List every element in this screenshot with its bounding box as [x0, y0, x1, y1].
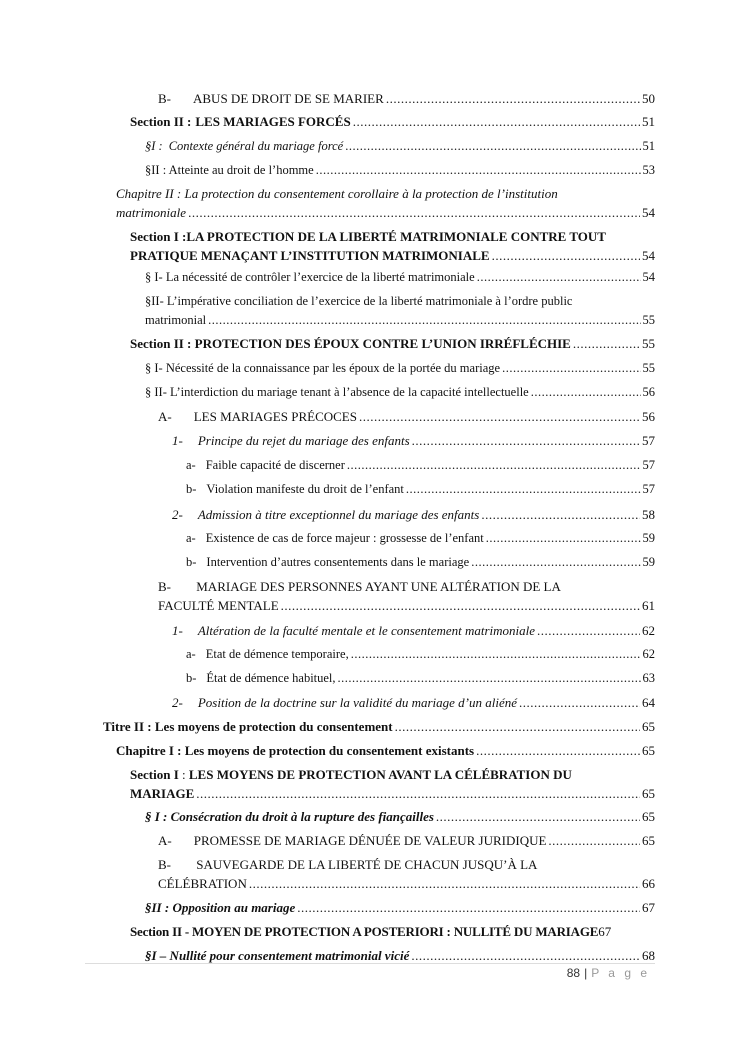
page-number: 57 [642, 433, 655, 448]
page-number: 51 [642, 139, 655, 153]
page-number: 65 [642, 743, 655, 758]
toc-entry[interactable] [145, 292, 655, 330]
entry-number: A- [158, 409, 172, 424]
dot-leader [297, 898, 640, 917]
entry-number: b- [186, 482, 197, 496]
entry-title: § II- L’interdiction du mariage tenant à l’absence de la capacité intellectuelle [145, 385, 529, 399]
page-number: 56 [642, 385, 655, 399]
dot-leader [386, 89, 640, 108]
entry-number: B- [158, 579, 171, 594]
footer-separator: | [584, 966, 588, 980]
entry-separator: : [178, 767, 189, 782]
page-number: 51 [642, 114, 655, 129]
entry-number: b- [186, 671, 197, 685]
entry-title-line1: §II- L’impérative conciliation de l’exercice de la liberté matrimoniale à l’ordre public [145, 294, 573, 308]
entry-number: b- [186, 555, 197, 569]
dot-leader [492, 246, 640, 265]
dot-leader [316, 161, 641, 180]
toc-entry[interactable] [172, 621, 655, 640]
entry-title: §I – Nullité pour consentement matrimonial vicié [145, 948, 410, 963]
entry-title: § I : Consécration du droit à la rupture des fiançailles [145, 809, 434, 824]
entry-title: Chapitre I : Les moyens de protection du consentement existants [116, 743, 475, 758]
dot-leader [406, 480, 641, 499]
entry-number: a- [186, 647, 196, 661]
entry-number: Section II : [130, 114, 192, 129]
toc-entry[interactable] [172, 693, 655, 712]
entry-title-line1: LES MOYENS DE PROTECTION AVANT LA CÉLÉBRATION DU [188, 767, 572, 782]
entry-title: Intervention d’autres consentements dans le mariage [206, 555, 470, 569]
dot-leader [537, 621, 640, 640]
toc-entry[interactable] [186, 456, 655, 475]
toc-entry[interactable] [145, 161, 655, 180]
entry-title: Contexte général du mariage forcé [168, 139, 344, 153]
entry-title: § I- Nécessité de la connaissance par les époux de la portée du mariage [145, 361, 501, 375]
entry-title-line1: MARIAGE DES PERSONNES AYANT UNE ALTÉRATION DE LA [196, 579, 561, 594]
entry-title: ABUS DE DROIT DE SE MARIER [193, 91, 384, 106]
entry-number: a- [186, 531, 196, 545]
entry-title: FACULTÉ MENTALE [158, 598, 279, 613]
toc-entry[interactable] [130, 765, 655, 803]
footer-divider [85, 963, 655, 964]
entry-title: MARIAGE [130, 786, 195, 801]
entry-number: 1- [172, 623, 183, 638]
dot-leader [476, 741, 640, 760]
dot-leader [345, 137, 640, 156]
toc-entry[interactable] [172, 505, 655, 524]
entry-title: Existence de cas de force majeur : grossesse de l’enfant [205, 531, 484, 545]
entry-title: Position de la doctrine sur la validité du mariage d’un aliéné [197, 695, 518, 710]
dot-leader [519, 693, 640, 712]
entry-title: Principe du rejet du mariage des enfants [197, 433, 410, 448]
dot-leader [481, 505, 640, 524]
entry-number: A- [158, 833, 172, 848]
page-footer [567, 966, 650, 980]
page-number: 63 [642, 671, 655, 685]
entry-title: Section II : PROTECTION DES ÉPOUX CONTRE L’UNION IRRÉFLÉCHIE [130, 336, 571, 351]
toc-entry[interactable] [158, 831, 655, 850]
footer-page-label: P a g e [591, 966, 650, 980]
entry-title: matrimoniale [116, 205, 187, 220]
page-number: 65 [642, 833, 655, 848]
page-number: 54 [642, 270, 655, 284]
dot-leader [531, 383, 641, 402]
dot-leader [188, 203, 640, 222]
dot-leader [471, 553, 640, 572]
toc-entry[interactable] [145, 898, 655, 917]
toc-entry[interactable] [172, 431, 655, 450]
page-number: 59 [642, 555, 655, 569]
toc-entry[interactable] [145, 268, 655, 287]
page-number: 65 [642, 786, 655, 801]
page-number: 68 [642, 948, 655, 963]
entry-number: B- [158, 91, 171, 106]
entry-number: 2- [172, 695, 183, 710]
dot-leader [436, 807, 640, 826]
page-number: 57 [642, 458, 655, 472]
page-number: 54 [642, 205, 655, 220]
dot-leader [359, 407, 640, 426]
entry-title: §II : Opposition au mariage [145, 900, 296, 915]
toc-entry[interactable] [130, 334, 655, 353]
dot-leader [208, 311, 640, 330]
toc-entry[interactable] [116, 184, 655, 222]
page-number: 62 [642, 647, 655, 661]
toc-entry[interactable] [145, 383, 655, 402]
toc-entry[interactable] [130, 112, 655, 131]
page-number: 65 [642, 809, 655, 824]
toc-entry[interactable] [130, 922, 655, 941]
dot-leader [281, 596, 640, 615]
page-number: 55 [642, 361, 655, 375]
entry-title: PRATIQUE MENAÇANT L’INSTITUTION MATRIMONIALE [130, 248, 490, 263]
entry-title: Etat de démence temporaire, [205, 647, 349, 661]
entry-title-line1: Section I :LA PROTECTION DE LA LIBERTÉ MATRIMONIALE CONTRE TOUT [130, 229, 606, 244]
toc-entry[interactable] [116, 741, 655, 760]
entry-title: État de démence habituel, [206, 671, 336, 685]
toc-entry[interactable] [103, 717, 655, 736]
entry-title: Titre II : Les moyens de protection du consentement [103, 719, 393, 734]
toc-entry[interactable] [145, 137, 655, 156]
entry-title: Faible capacité de discerner [205, 458, 345, 472]
dot-leader [477, 268, 641, 287]
entry-number: 2- [172, 507, 183, 522]
dot-leader [196, 784, 640, 803]
toc-entry[interactable] [158, 407, 655, 426]
page-number: 55 [642, 313, 655, 327]
entry-number: B- [158, 857, 171, 872]
entry-number: 1- [172, 433, 183, 448]
page-number: 61 [642, 598, 655, 613]
toc-entry[interactable] [186, 645, 655, 664]
page-number: 66 [642, 876, 655, 891]
dot-leader [502, 359, 640, 378]
page-number: 67 [598, 924, 612, 939]
entry-title: LES MARIAGES FORCÉS [195, 114, 351, 129]
entry-title-line1: Chapitre II : La protection du consentement corollaire à la protection de l’institution [116, 186, 558, 201]
toc-entry[interactable] [158, 855, 655, 893]
page-number: 67 [642, 900, 655, 915]
entry-title: Violation manifeste du droit de l’enfant [206, 482, 404, 496]
dot-leader [347, 456, 641, 475]
dot-leader [573, 334, 640, 353]
dot-leader [338, 669, 641, 688]
toc-entry[interactable] [145, 359, 655, 378]
entry-title: § I- La nécessité de contrôler l’exercice de la liberté matrimoniale [145, 270, 475, 284]
entry-title: Admission à titre exceptionnel du mariage des enfants [197, 507, 480, 522]
page-number: 55 [642, 336, 655, 351]
entry-title: LES MARIAGES PRÉCOCES [193, 409, 357, 424]
entry-title-line1: SAUVEGARDE DE LA LIBERTÉ DE CHACUN JUSQU’À LA [196, 857, 538, 872]
entry-title: Altération de la faculté mentale et le consentement matrimoniale [197, 623, 536, 638]
page-number: 59 [642, 531, 655, 545]
toc-entry[interactable] [158, 89, 655, 108]
entry-title: CÉLÉBRATION [158, 876, 247, 891]
footer-page-number: 88 [566, 966, 581, 980]
page-number: 56 [642, 409, 655, 424]
entry-title: Section II - MOYEN DE PROTECTION A POSTERIORI : NULLITÉ DU MARIAGE [130, 924, 599, 939]
toc-entry[interactable] [130, 227, 655, 265]
entry-title: §II : Atteinte au droit de l’homme [145, 163, 314, 177]
page-number: 57 [642, 482, 655, 496]
toc-entry[interactable] [158, 577, 655, 615]
entry-number: Section I [130, 767, 179, 782]
toc-entry[interactable] [186, 480, 655, 499]
dot-leader [486, 529, 641, 548]
page-number: 65 [642, 719, 655, 734]
page-number: 54 [642, 248, 655, 263]
page-number: 64 [642, 695, 655, 710]
dot-leader [395, 717, 640, 736]
dot-leader [548, 831, 640, 850]
entry-title: PROMESSE DE MARIAGE DÉNUÉE DE VALEUR JURIDIQUE [193, 833, 547, 848]
entry-number: §I : [145, 139, 163, 153]
dot-leader [412, 431, 640, 450]
dot-leader [249, 874, 640, 893]
toc-entry[interactable] [186, 553, 655, 572]
entry-number: a- [186, 458, 196, 472]
dot-leader [351, 645, 641, 664]
page-number: 53 [642, 163, 655, 177]
toc-entry[interactable] [186, 669, 655, 688]
toc-entry[interactable] [186, 529, 655, 548]
page-number: 50 [642, 91, 655, 106]
entry-title: matrimonial [145, 313, 207, 327]
page-number: 58 [642, 507, 655, 522]
toc-entry[interactable] [145, 807, 655, 826]
dot-leader [353, 112, 640, 131]
page-number: 62 [642, 623, 655, 638]
